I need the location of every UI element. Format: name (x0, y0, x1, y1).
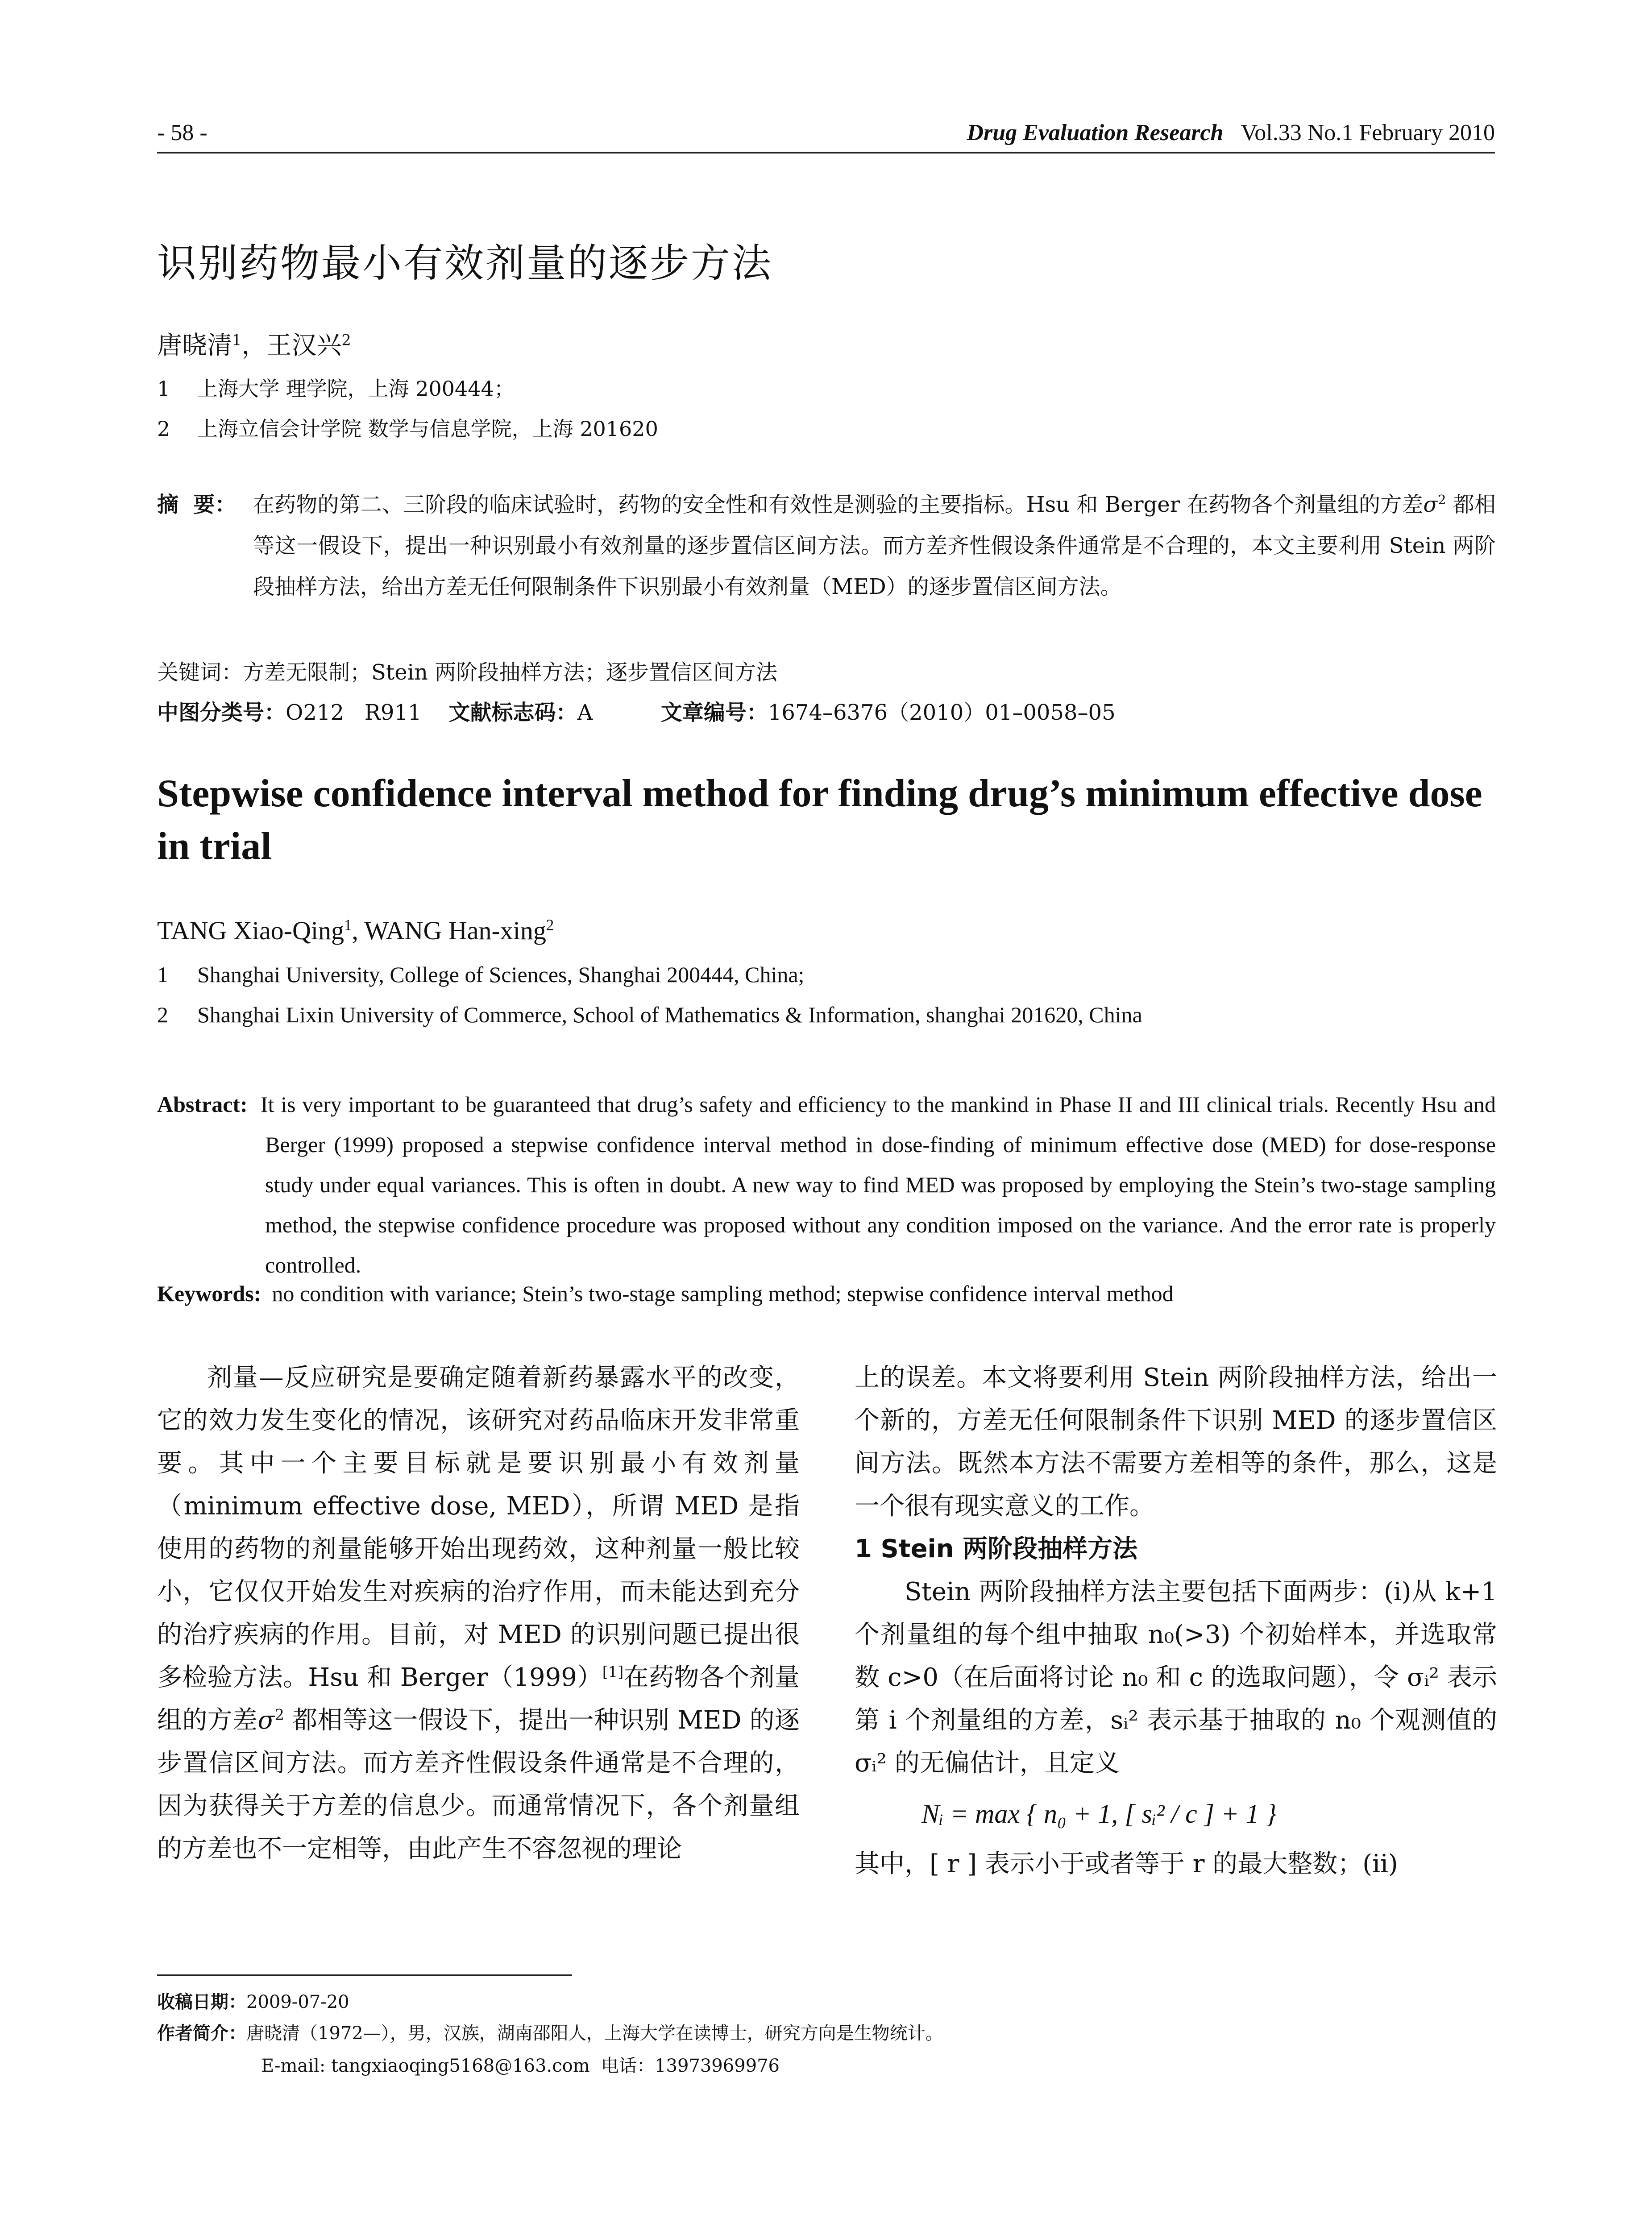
abstract-label: 摘 要： (157, 492, 237, 517)
footnote-bio: 作者简介：唐晓清（1972—），男，汉族，湖南邵阳人，上海大学在读博士，研究方向是生物统计。 (157, 2023, 943, 2044)
keywords-label: Keywords: (157, 1281, 261, 1306)
chinese-authors (157, 326, 351, 361)
sigma-symbol: σ (257, 1706, 275, 1735)
english-abstract (157, 1084, 1496, 1285)
body-paragraph: 其中，[ r ] 表示小于或者等于 r 的最大整数；(ii) (855, 1849, 1398, 1879)
abstract-text: It is very important to be guaranteed that drug’s safety and efficiency to the mankind in Phase II and III clinical trials. Recently Hsu and Berger (1999) proposed a stepwise confidence interval method in dose-finding of minimum effective dose (MED) for dose-response study under equal variances. This is often in doubt. A new way to find MED was proposed by employing the Stein’s two-stage sampling method, the stepwise confidence procedure was proposed without any condition imposed on the variance. And the error rate is properly controlled. (261, 1092, 1496, 1277)
classification-line: 中图分类号：O212 R911 文献标志码：A 文章编号：1674–6376（2010）01–0058–05 (157, 700, 1116, 725)
body-column-left (157, 1356, 800, 1870)
footnote-contact: E-mail: tangxiaoqing5168@163.com 电话：13973969976 (261, 2056, 780, 2076)
chinese-keywords (157, 655, 777, 686)
keywords-text: 方差无限制；Stein 两阶段抽样方法；逐步置信区间方法 (243, 660, 778, 685)
keywords-label: 关键词： (157, 660, 243, 685)
english-affiliation: 1 Shanghai University, College of Sciences, Shanghai 200444, China; (157, 962, 805, 987)
body-paragraph: 上的误差。本文将要利用 Stein 两阶段抽样方法，给出一个新的，方差无任何限制条件下识别 MED 的逐步置信区间方法。既然本方法不需要方差相等的条件，那么，这是一个很有现实意义的工作。 (855, 1363, 1497, 1521)
body-paragraph: Stein 两阶段抽样方法主要包括下面两步：(i)从 k+1 个剂量组的每个组中抽取 n₀(>3) 个初始样本，并选取常数 c>0（在后面将讨论 n₀ 和 c 的选取问题），令 σᵢ² 表示第 i 个剂量组的方差，sᵢ² 表示基于抽取的 n₀ 个观测值的 σᵢ² 的无偏估计，且定义 (855, 1577, 1497, 1778)
author-name: WANG Han-xing (364, 916, 546, 945)
journal-issue: Vol.33 No.1 February 2010 (1241, 120, 1495, 145)
journal-name: Drug Evaluation Research (967, 120, 1224, 145)
citation: [1] (602, 1663, 624, 1681)
page-number: - 58 - (157, 120, 208, 145)
english-authors: TANG Xiao-Qing$^1$, WANG Han-xing$^2$ (157, 916, 554, 945)
section-heading: 1 Stein 两阶段抽样方法 (855, 1534, 1138, 1563)
author-separator: ， (241, 331, 267, 360)
author-name: 唐晓清 (157, 331, 232, 360)
author-affiliation-mark: 1 (232, 331, 242, 349)
chinese-affiliation: 1 上海大学 理学院，上海 200444； (157, 377, 515, 401)
running-header (157, 117, 1495, 153)
sigma-symbol: σ (1423, 492, 1438, 517)
chinese-abstract (157, 484, 1496, 607)
english-title: Stepwise confidence interval method for finding drug’s minimum effective dose in trial (157, 772, 1482, 868)
abstract-text: 在药物的第二、三阶段的临床试验时，药物的安全性和有效性是测验的主要指标。Hsu 和 Berger 在药物各个剂量组的方差$\sigma^2$ 都相等这一假设下，提出一种识别最小有效剂量的逐步置信区间方法。而方差齐性假设条件通常是不合理的，本文主要利用 Stein 两阶段抽样方法，给出方差无任何限制条件下识别最小有效剂量（MED）的逐步置信区间方法。 (253, 492, 1496, 599)
english-affiliation: 2 Shanghai Lixin University of Commerce, School of Mathematics & Information, shanghai 201620, China (157, 1002, 1142, 1027)
english-keywords (157, 1281, 1174, 1306)
chinese-title: 识别药物最小有效剂量的逐步方法 (157, 240, 773, 286)
author-affiliation-mark: 2 (341, 331, 351, 349)
equation: Nᵢ = max { n₀ + 1, [ sᵢ² / c ] + 1 } (921, 1799, 1277, 1829)
abstract-label: Abstract: (157, 1092, 248, 1117)
footnote-rule (157, 1974, 572, 1976)
footnote-received: 收稿日期：2009-07-20 (157, 1992, 349, 2012)
author-name: 王汉兴 (266, 331, 342, 360)
journal-info (967, 120, 1495, 146)
keywords-text: no condition with variance; Stein’s two-stage sampling method; stepwise confidence interval method (272, 1281, 1174, 1306)
author-name: TANG Xiao-Qing (157, 916, 344, 945)
body-paragraph: 剂量—反应研究是要确定随着新药暴露水平的改变，它的效力发生变化的情况，该研究对药品临床开发非常重要。其中一个主要目标就是要识别最小有效剂量（minimum effective dose, MED），所谓 MED 是指使用的药物的剂量能够开始出现药效，这种剂量一般比较小，它仅仅开始发生对疾病的治疗作用，而未能达到充分的治疗疾病的作用。目前，对 MED 的识别问题已提出很多检验方法。Hsu 和 Berger（1999）[1]在药物各个剂量组的方差$\sigma^2$ 都相等这一假设下，提出一种识别 MED 的逐步置信区间方法。而方差齐性假设条件通常是不合理的，因为获得关于方差的信息少。而通常情况下，各个剂量组的方差也不一定相等，由此产生不容忽视的理论 (157, 1363, 800, 1863)
body-column-right (855, 1356, 1497, 1886)
chinese-affiliation: 2 上海立信会计学院 数学与信息学院，上海 201620 (157, 417, 658, 441)
